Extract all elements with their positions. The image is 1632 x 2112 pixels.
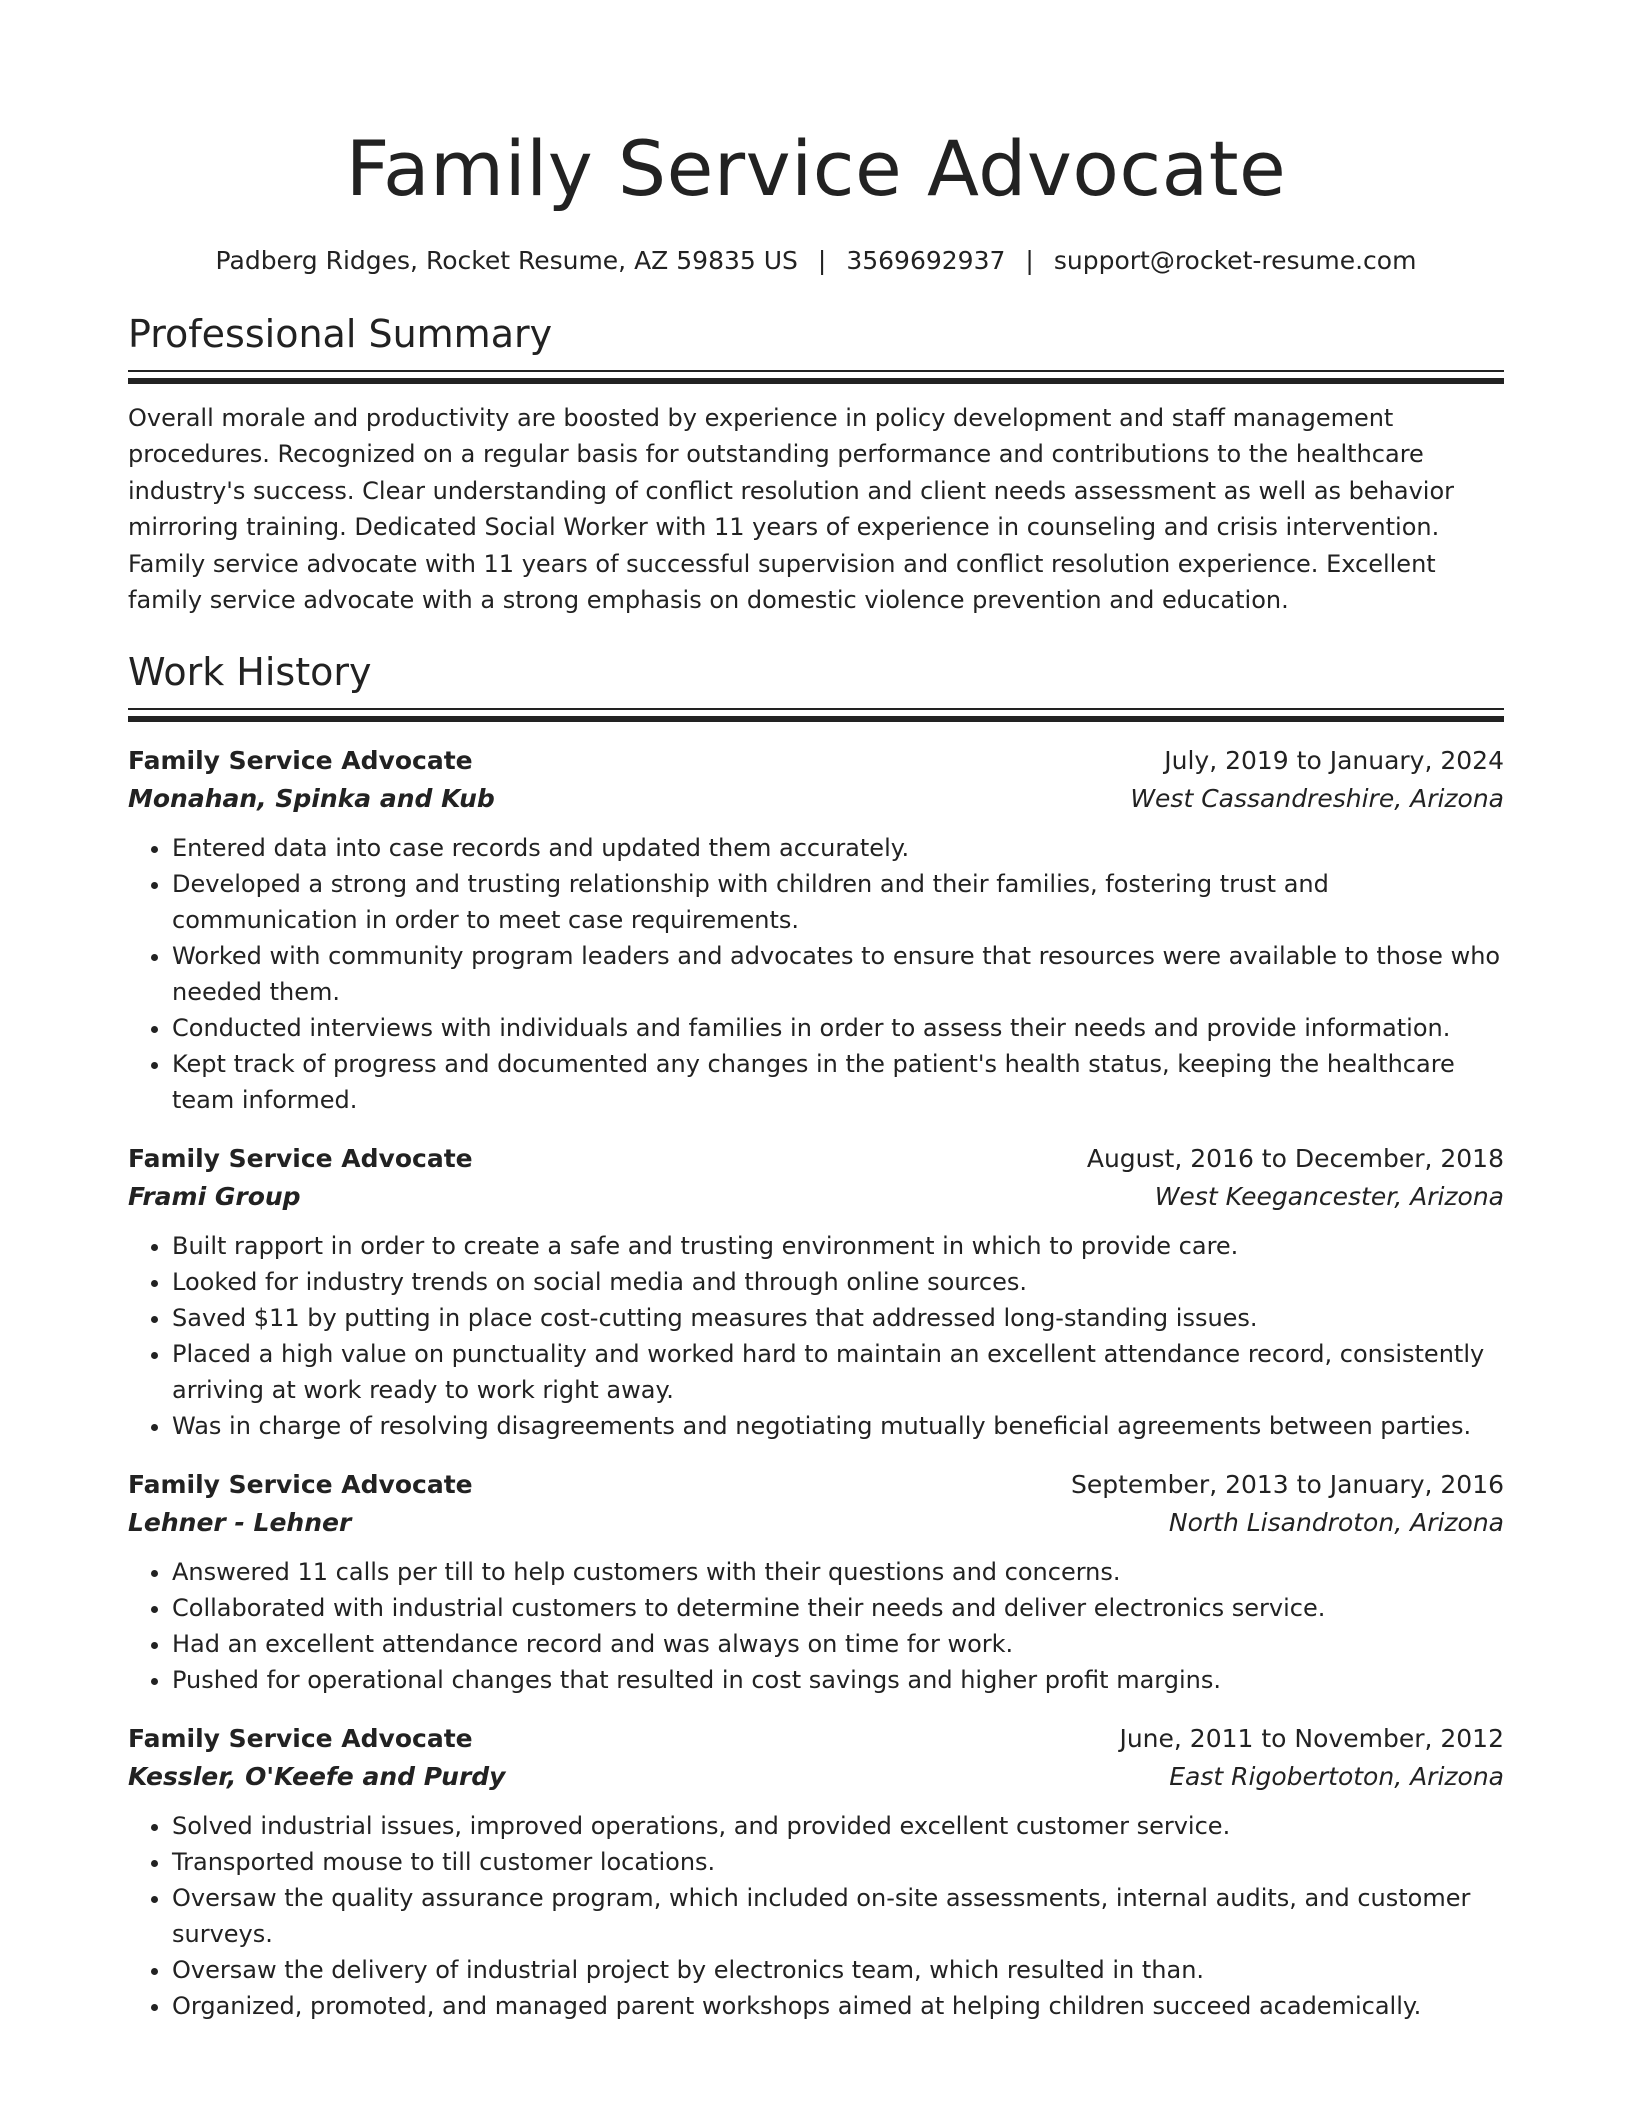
divider-thin-line — [128, 708, 1504, 710]
job-bullet: • Oversaw the delivery of industrial project by electronics team, which resulted in than. — [172, 1952, 1504, 1988]
job-entry — [128, 1140, 1504, 1444]
work-history-section — [128, 648, 1504, 2024]
summary-text: Overall morale and productivity are boosted by experience in policy development and staff management procedures. Recognized on a regular basis for outstanding performance and contributions to the healthcare industry's success. Clear understanding of conflict resolution and client needs assessment as well as behavior mirroring training. Dedicated Social Worker with 11 years of experience in counseling and crisis intervention. Family service advocate with 11 years of successful supervision and conflict resolution experience. Excellent family service advocate with a strong emphasis on domestic violence prevention and education. — [128, 404, 1455, 615]
job-dates: September, 2013 to January, 2016 — [1071, 1470, 1504, 1500]
contact-separator: | — [817, 246, 827, 275]
job-bullet: • Oversaw the quality assurance program, which included on-site assessments, internal audits, and customer surveys. — [172, 1880, 1504, 1952]
job-bullet: • Developed a strong and trusting relationship with children and their families, fostering trust and communication in order to meet case requirements. — [172, 866, 1504, 938]
job-bullet: • Conducted interviews with individuals and families in order to assess their needs and provide information. — [172, 1010, 1504, 1046]
job-company: Lehner - Lehner — [128, 1508, 352, 1538]
job-entry — [128, 742, 1504, 1118]
job-dates: June, 2011 to November, 2012 — [1119, 1724, 1504, 1754]
job-header-row — [128, 1720, 1504, 1758]
job-list — [128, 742, 1504, 2024]
job-dates: July, 2019 to January, 2024 — [1164, 746, 1504, 776]
section-title-summary: Professional Summary — [128, 312, 553, 356]
job-company: Frami Group — [128, 1182, 301, 1212]
job-title: Family Service Advocate — [128, 1144, 473, 1174]
job-bullet-list — [128, 1808, 1504, 2024]
job-bullet: • Entered data into case records and updated them accurately. — [172, 830, 1504, 866]
job-title: Family Service Advocate — [128, 1470, 473, 1500]
contact-line — [128, 244, 1504, 278]
job-header-row — [128, 742, 1504, 780]
job-location: East Rigobertoton, Arizona — [1169, 1762, 1504, 1792]
section-divider — [128, 708, 1504, 722]
section-divider — [128, 370, 1504, 384]
job-company: Kessler, O'Keefe and Purdy — [128, 1762, 506, 1792]
job-entry — [128, 1720, 1504, 2024]
professional-summary-section — [128, 310, 1504, 618]
job-dates: August, 2016 to December, 2018 — [1086, 1144, 1504, 1174]
job-bullet: • Solved industrial issues, improved operations, and provided excellent customer service. — [172, 1808, 1504, 1844]
job-company: Monahan, Spinka and Kub — [128, 784, 495, 814]
divider-thick-line — [128, 378, 1504, 384]
job-bullet: • Placed a high value on punctuality and worked hard to maintain an excellent attendance record, consistently arriving at work ready to work right away. — [172, 1336, 1504, 1408]
job-bullet: • Kept track of progress and documented any changes in the patient's health status, keeping the healthcare team informed. — [172, 1046, 1504, 1118]
job-bullet: • Was in charge of resolving disagreements and negotiating mutually beneficial agreements between parties. — [172, 1408, 1504, 1444]
job-header-row — [128, 1466, 1504, 1504]
job-bullet: • Worked with community program leaders and advocates to ensure that resources were available to those who needed them. — [172, 938, 1504, 1010]
candidate-name: Family Service Advocate — [345, 124, 1287, 213]
contact-address: Padberg Ridges, Rocket Resume, AZ 59835 US — [215, 246, 798, 275]
job-title: Family Service Advocate — [128, 1724, 473, 1754]
job-company-row — [128, 780, 1504, 818]
job-company-row — [128, 1758, 1504, 1796]
job-bullet-list — [128, 1228, 1504, 1444]
job-header-row — [128, 1140, 1504, 1178]
contact-separator: | — [1025, 246, 1034, 275]
job-location: West Cassandreshire, Arizona — [1130, 784, 1504, 814]
job-bullet-list — [128, 830, 1504, 1118]
job-bullet: • Pushed for operational changes that resulted in cost savings and higher profit margins. — [172, 1662, 1504, 1698]
job-bullet-list — [128, 1554, 1504, 1698]
job-bullet: • Organized, promoted, and managed parent workshops aimed at helping children succeed academically. — [172, 1988, 1504, 2024]
job-bullet: • Had an excellent attendance record and was always on time for work. — [172, 1626, 1504, 1662]
job-bullet: • Built rapport in order to create a safe and trusting environment in which to provide care. — [172, 1228, 1504, 1264]
job-bullet: • Answered 11 calls per till to help customers with their questions and concerns. — [172, 1554, 1504, 1590]
job-location: West Keegancester, Arizona — [1154, 1182, 1504, 1212]
divider-thin-line — [128, 370, 1504, 372]
job-entry — [128, 1466, 1504, 1698]
job-bullet: • Saved $11 by putting in place cost-cutting measures that addressed long-standing issues. — [172, 1300, 1504, 1336]
job-company-row — [128, 1178, 1504, 1216]
contact-email: support@rocket-resume.com — [1053, 246, 1417, 275]
job-location: North Lisandroton, Arizona — [1168, 1508, 1504, 1538]
job-bullet: • Collaborated with industrial customers to determine their needs and deliver electronics service. — [172, 1590, 1504, 1626]
divider-thick-line — [128, 716, 1504, 722]
job-bullet: • Transported mouse to till customer locations. — [172, 1844, 1504, 1880]
job-title: Family Service Advocate — [128, 746, 473, 776]
job-company-row — [128, 1504, 1504, 1542]
section-title-work: Work History — [128, 650, 372, 695]
job-bullet: • Looked for industry trends on social media and through online sources. — [172, 1264, 1504, 1300]
contact-phone: 3569692937 — [846, 246, 1006, 275]
